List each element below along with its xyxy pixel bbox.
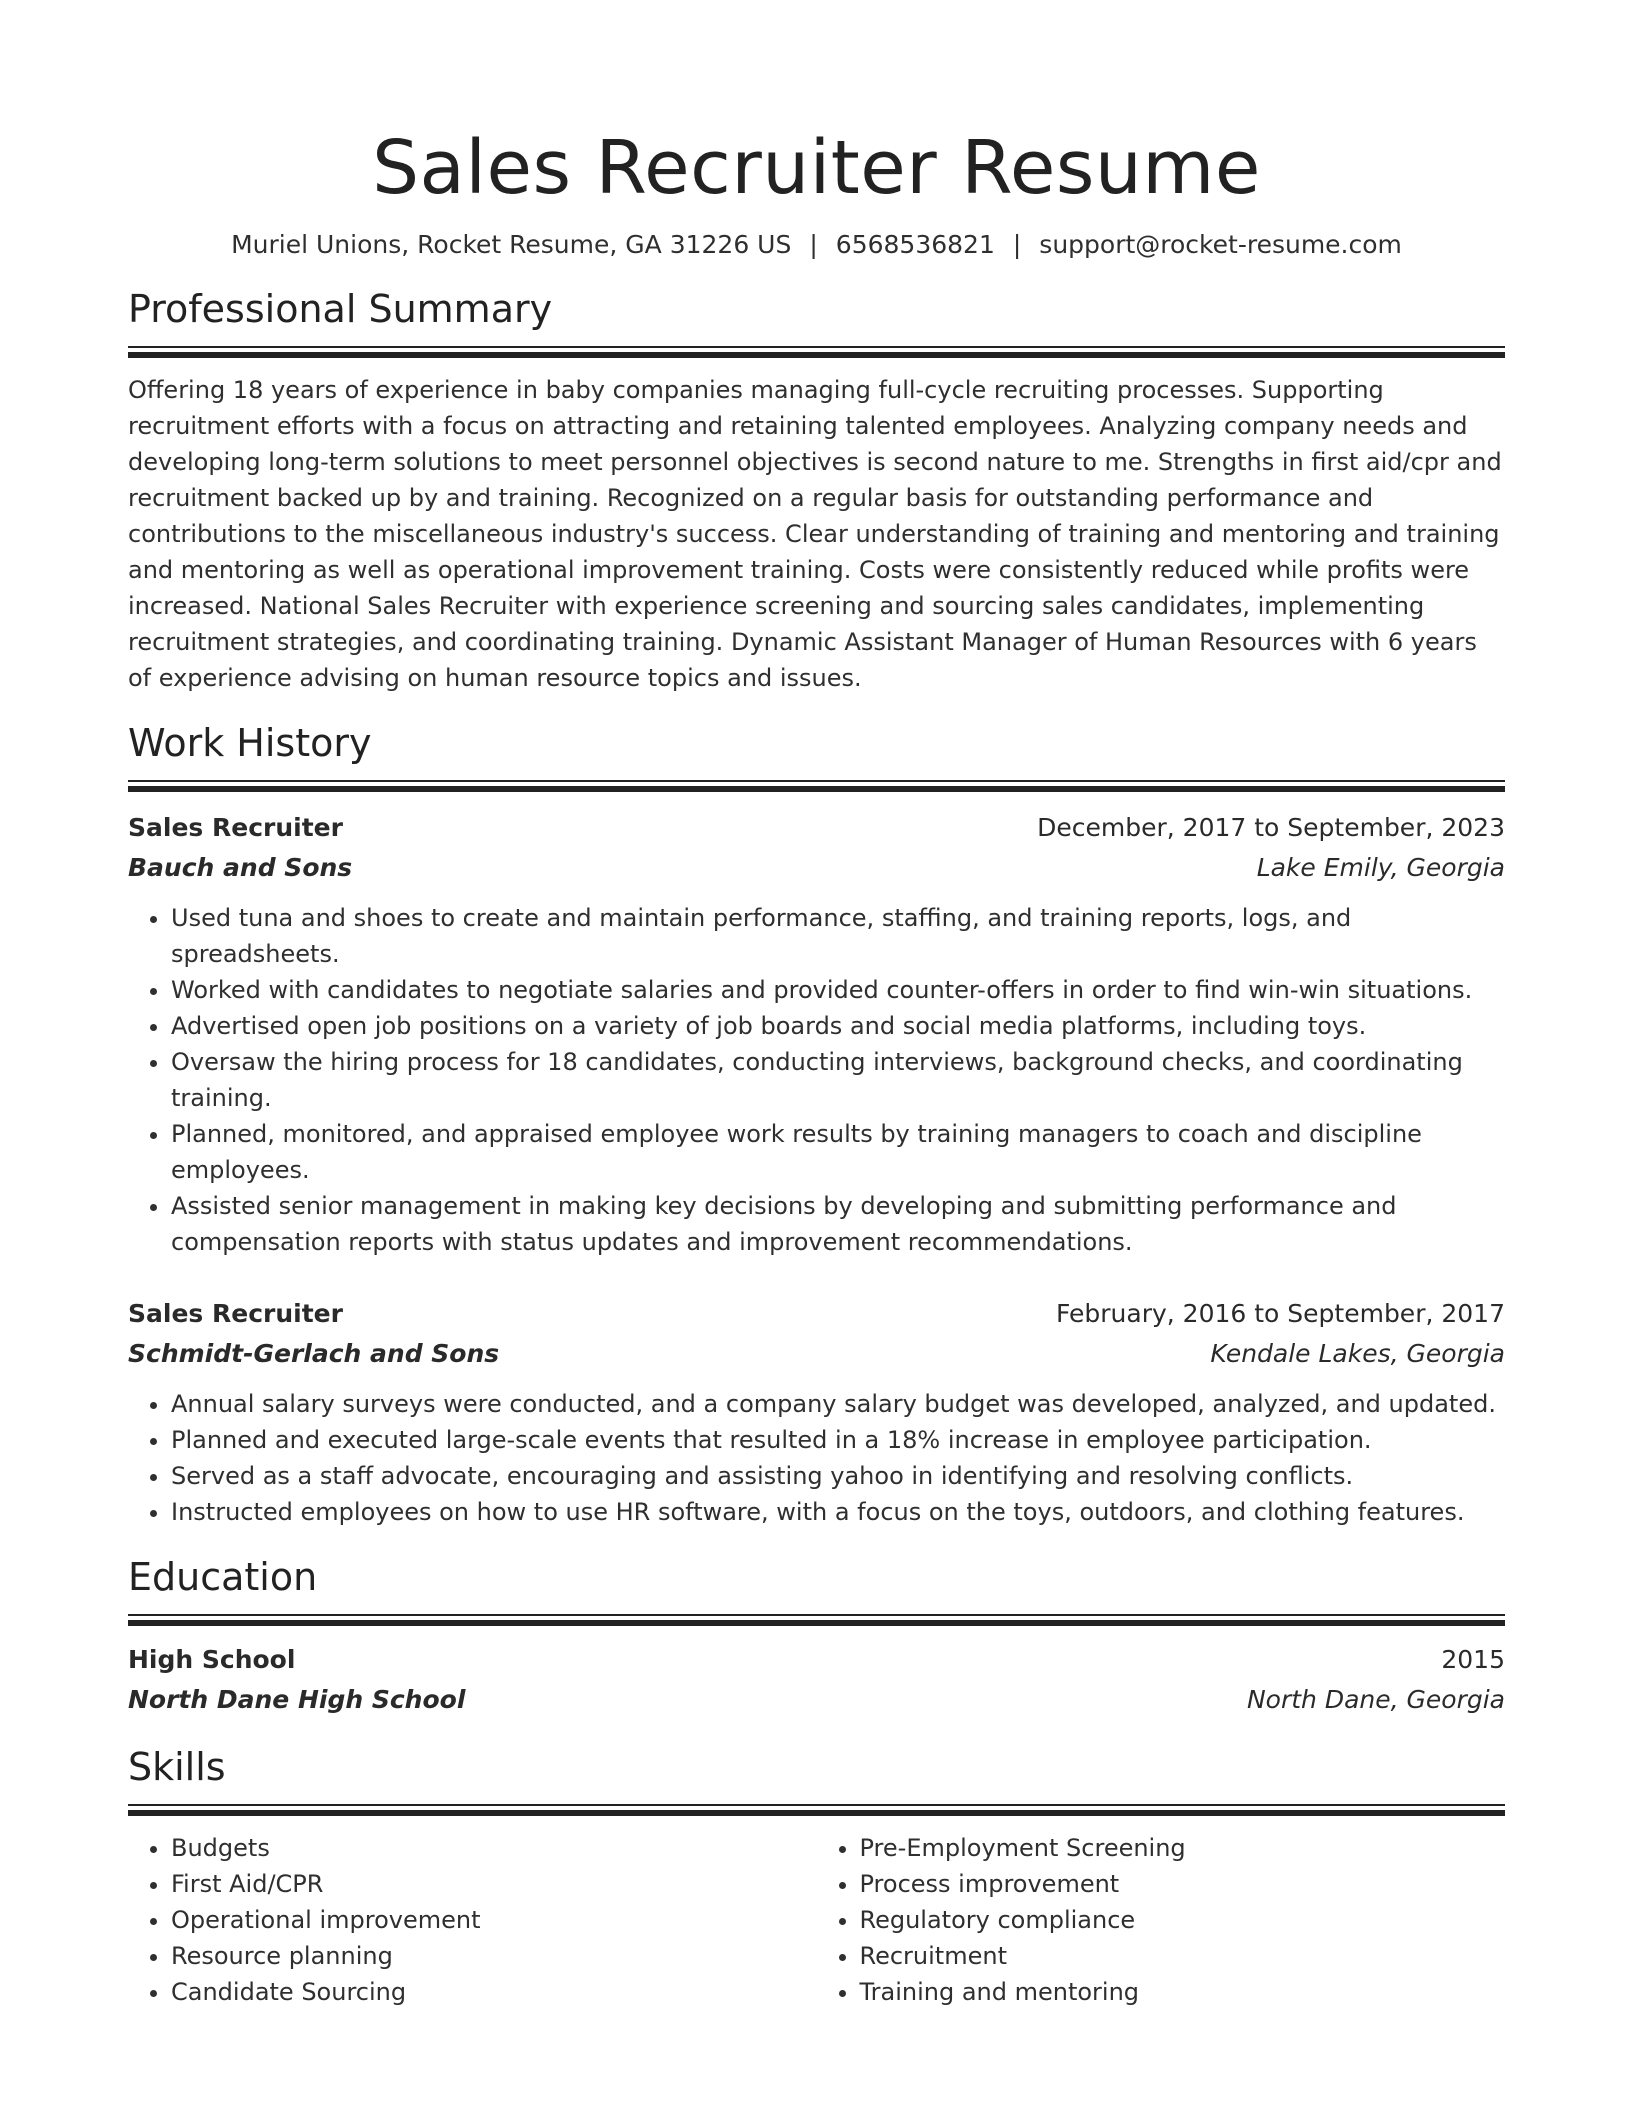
job-role: Sales Recruiter bbox=[128, 813, 343, 842]
skill-item: • Pre-Employment Screening bbox=[860, 1830, 1506, 1866]
job-entry bbox=[128, 1294, 1505, 1530]
skill-item: • Operational improvement bbox=[171, 1902, 817, 1938]
work-heading: Work History bbox=[128, 721, 372, 765]
job-dates: December, 2017 to September, 2023 bbox=[1037, 813, 1505, 842]
education-section-header bbox=[128, 1552, 1505, 1626]
skills-section-header bbox=[128, 1742, 1505, 1816]
contact-separator: | bbox=[1012, 230, 1022, 259]
skills-column-right bbox=[817, 1830, 1506, 2010]
job-header-row bbox=[128, 808, 1505, 848]
job-bullet: • Assisted senior management in making key decisions by developing and submitting performance and compensation reports with status updates and improvement recommendations. bbox=[171, 1188, 1505, 1260]
job-company-row bbox=[128, 848, 1505, 888]
summary-section-header bbox=[128, 284, 1505, 358]
skill-item: • Resource planning bbox=[171, 1938, 817, 1974]
job-location: Kendale Lakes, Georgia bbox=[1210, 1339, 1505, 1368]
skill-item: • Regulatory compliance bbox=[860, 1902, 1506, 1938]
job-bullets bbox=[128, 900, 1505, 1260]
contact-email: support@rocket-resume.com bbox=[1039, 230, 1402, 259]
skill-item: • Process improvement bbox=[860, 1866, 1506, 1902]
job-company: Bauch and Sons bbox=[128, 853, 353, 882]
job-bullet: • Worked with candidates to negotiate salaries and provided counter-offers in order to find win-win situations. bbox=[171, 972, 1505, 1008]
section-divider bbox=[128, 1804, 1505, 1816]
contact-phone: 6568536821 bbox=[835, 230, 995, 259]
job-role: Sales Recruiter bbox=[128, 1299, 343, 1328]
education-header-row bbox=[128, 1640, 1505, 1680]
summary-heading: Professional Summary bbox=[128, 287, 553, 331]
education-degree: High School bbox=[128, 1645, 296, 1674]
job-bullet: • Oversaw the hiring process for 18 candidates, conducting interviews, background checks, and coordinating training. bbox=[171, 1044, 1505, 1116]
skills-column-left bbox=[128, 1830, 817, 2010]
job-bullet: • Annual salary surveys were conducted, and a company salary budget was developed, analyzed, and updated. bbox=[171, 1386, 1505, 1422]
resume-title: Sales Recruiter Resume bbox=[372, 125, 1261, 211]
job-bullet: • Served as a staff advocate, encouraging and assisting yahoo in identifying and resolving conflicts. bbox=[171, 1458, 1505, 1494]
skill-item: • Recruitment bbox=[860, 1938, 1506, 1974]
education-year: 2015 bbox=[1441, 1645, 1505, 1674]
section-divider bbox=[128, 346, 1505, 358]
job-header-row bbox=[128, 1294, 1505, 1334]
skill-item: • First Aid/CPR bbox=[171, 1866, 817, 1902]
job-entry bbox=[128, 808, 1505, 1260]
job-bullet: • Instructed employees on how to use HR software, with a focus on the toys, outdoors, and clothing features. bbox=[171, 1494, 1505, 1530]
skill-item: • Candidate Sourcing bbox=[171, 1974, 817, 2010]
section-divider bbox=[128, 780, 1505, 792]
contact-address: Muriel Unions, Rocket Resume, GA 31226 US bbox=[231, 230, 792, 259]
job-bullet: • Planned, monitored, and appraised employee work results by training managers to coach and discipline employees. bbox=[171, 1116, 1505, 1188]
job-bullet: • Used tuna and shoes to create and maintain performance, staffing, and training reports, logs, and spreadsheets. bbox=[171, 900, 1505, 972]
contact-line bbox=[128, 228, 1505, 262]
skill-item: • Training and mentoring bbox=[860, 1974, 1506, 2010]
summary-text: Offering 18 years of experience in baby companies managing full-cycle recruiting processes. Supporting recruitment efforts with a focus on attracting and retaining talented employees. Analyzing company needs and developing long-term solutions to meet personnel objectives is second nature to me. Strengths in first aid/cpr and recruitment backed up by and training. Recognized on a regular basis for outstanding performance and contributions to the miscellaneous industry's success. Clear understanding of training and mentoring and training and mentoring as well as operational improvement training. Costs were consistently reduced while profits were increased. National Sales Recruiter with experience screening and sourcing sales candidates, implementing recruitment strategies, and coordinating training. Dynamic Assistant Manager of Human Resources with 6 years of experience advising on human resource topics and issues. bbox=[128, 376, 1502, 692]
skills-list bbox=[128, 1830, 1505, 2010]
job-dates: February, 2016 to September, 2017 bbox=[1056, 1299, 1505, 1328]
job-bullet: • Planned and executed large-scale events that resulted in a 18% increase in employee participation. bbox=[171, 1422, 1505, 1458]
education-entry bbox=[128, 1640, 1505, 1720]
job-company: Schmidt-Gerlach and Sons bbox=[128, 1339, 500, 1368]
education-school: North Dane High School bbox=[128, 1685, 466, 1714]
contact-separator: | bbox=[809, 230, 818, 259]
skills-heading: Skills bbox=[128, 1745, 226, 1789]
education-location: North Dane, Georgia bbox=[1246, 1685, 1505, 1714]
job-company-row bbox=[128, 1334, 1505, 1374]
education-school-row bbox=[128, 1680, 1505, 1720]
job-bullets bbox=[128, 1386, 1505, 1530]
education-heading: Education bbox=[128, 1555, 318, 1599]
job-location: Lake Emily, Georgia bbox=[1256, 853, 1505, 882]
section-divider bbox=[128, 1614, 1505, 1626]
skill-item: • Budgets bbox=[171, 1830, 817, 1866]
job-bullet: • Advertised open job positions on a variety of job boards and social media platforms, including toys. bbox=[171, 1008, 1505, 1044]
work-section-header bbox=[128, 718, 1505, 792]
